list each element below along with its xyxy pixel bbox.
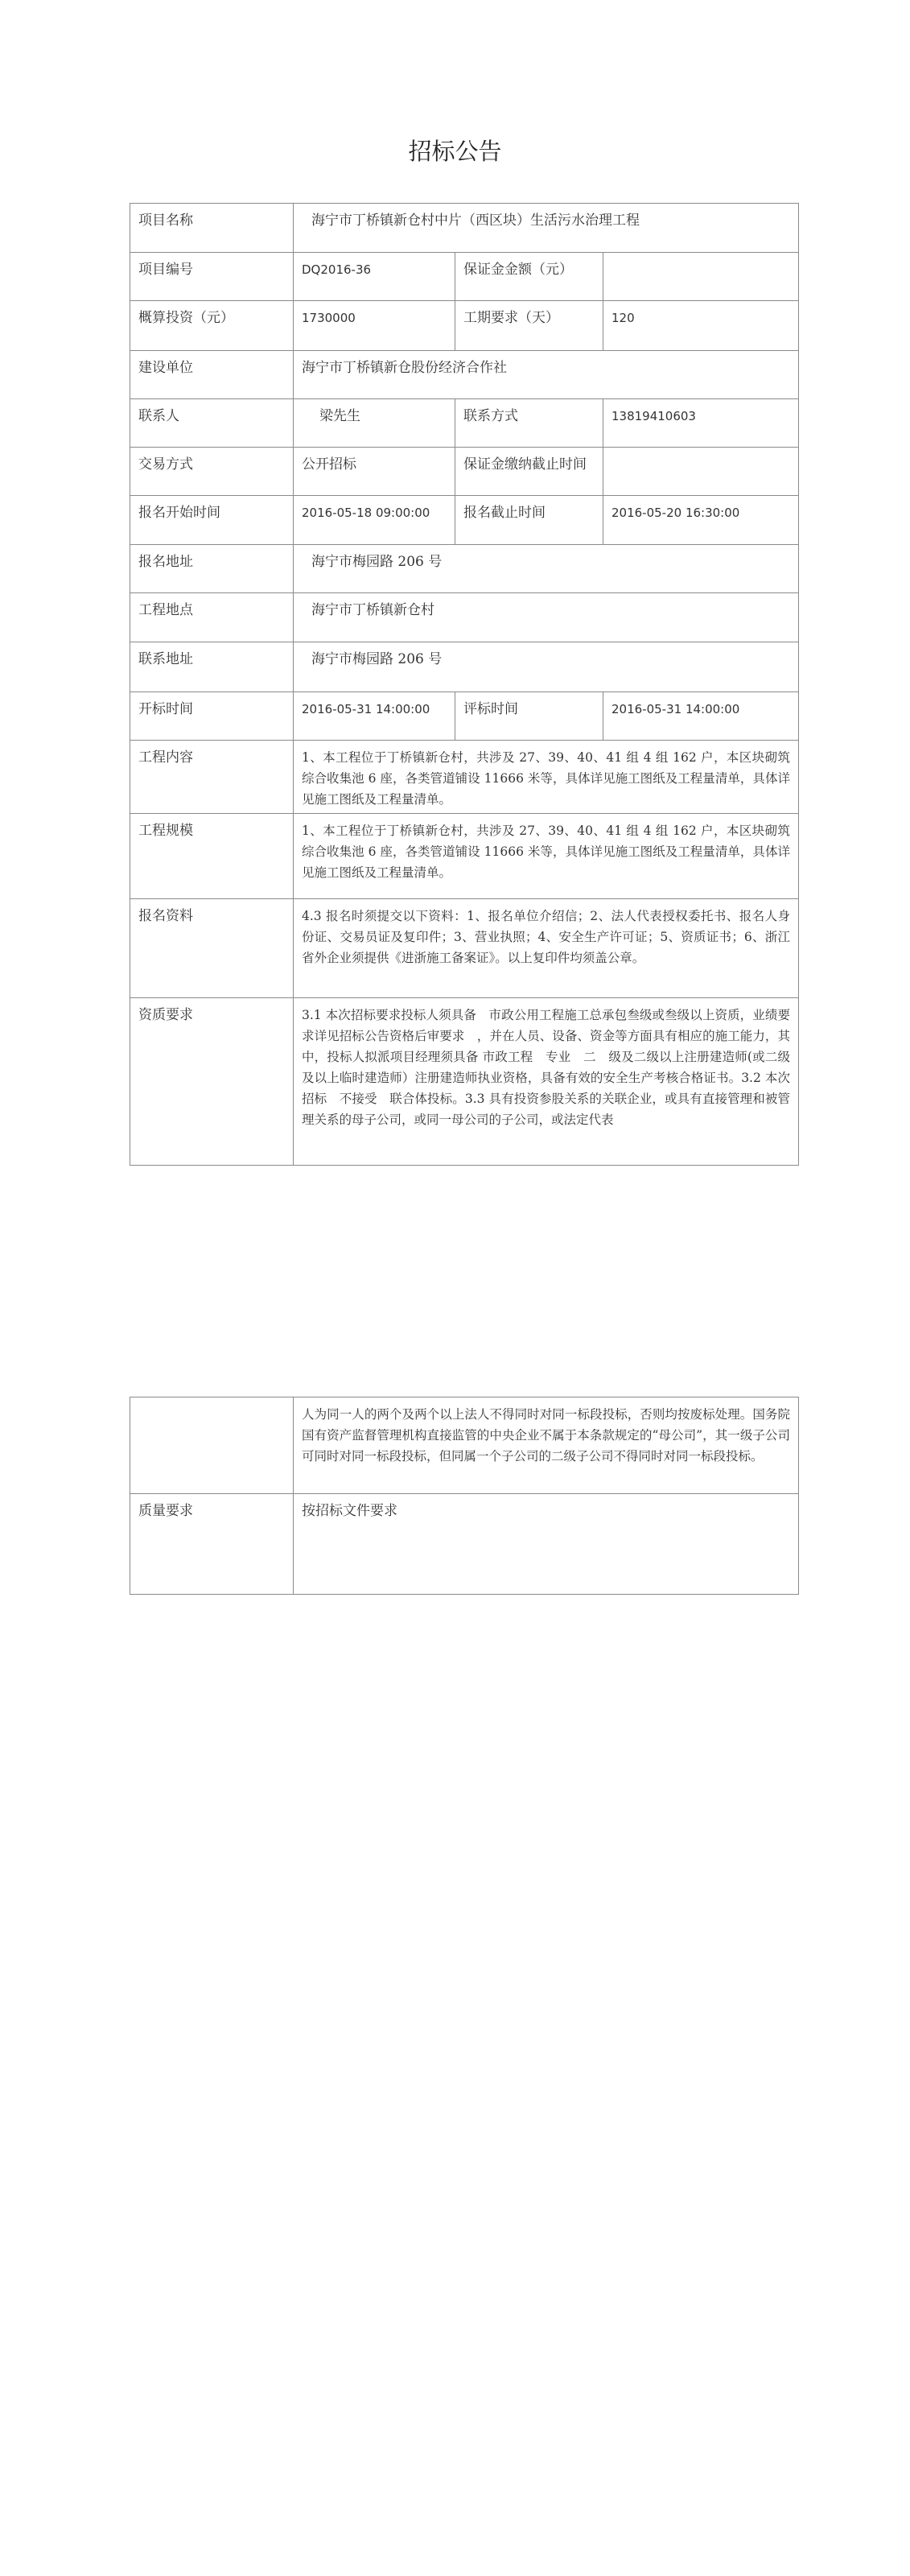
label-contact-method: 联系方式 xyxy=(455,399,603,448)
value-deposit-amount xyxy=(603,253,799,301)
row-budget xyxy=(130,301,799,351)
label-deposit-deadline: 保证金缴纳截止时间 xyxy=(455,448,603,496)
row-project-no xyxy=(130,253,799,301)
row-open-time xyxy=(130,692,799,741)
row-site xyxy=(130,593,799,642)
tender-info-table xyxy=(130,203,799,1166)
value-project-no: DQ2016-36 xyxy=(294,253,455,301)
label-scale: 工程规模 xyxy=(130,814,294,899)
row-qualification-continued xyxy=(130,1397,799,1494)
label-contact-addr: 联系地址 xyxy=(130,642,294,692)
value-materials: 4.3 报名时须提交以下资料：1、报名单位介绍信；2、法人代表授权委托书、报名人身份证、交易员证及复印件；3、营业执照；4、安全生产许可证；5、资质证书；6、浙江省外企业须提供《进浙施工备案证》。以上复印件均须盖公章。 xyxy=(294,899,799,998)
label-content: 工程内容 xyxy=(130,741,294,814)
value-trade: 公开招标 xyxy=(294,448,455,496)
value-contact: 梁先生 xyxy=(294,399,455,448)
label-qualification: 资质要求 xyxy=(130,998,294,1166)
value-qualification-continued: 人为同一人的两个及两个以上法人不得同时对同一标段投标，否则均按废标处理。国务院国有资产监督管理机构直接监管的中央企业不属于本条款规定的“母公司”，其一级子公司可同时对同一标段投标，但同属一个子公司的二级子公司不得同时对同一标段投标。 xyxy=(294,1397,799,1494)
value-quality: 按招标文件要求 xyxy=(294,1494,799,1595)
tender-info-table-continued xyxy=(130,1397,799,1595)
row-materials xyxy=(130,899,799,998)
label-project-name: 项目名称 xyxy=(130,204,294,253)
value-reg-addr: 海宁市梅园路 206 号 xyxy=(294,545,799,593)
label-eval-time: 评标时间 xyxy=(455,692,603,741)
label-quality: 质量要求 xyxy=(130,1494,294,1595)
row-contact-addr xyxy=(130,642,799,692)
row-builder xyxy=(130,351,799,399)
row-qualification xyxy=(130,998,799,1166)
row-trade xyxy=(130,448,799,496)
value-contact-method: 13819410603 xyxy=(603,399,799,448)
value-deposit-deadline xyxy=(603,448,799,496)
value-content: 1、本工程位于丁桥镇新仓村，共涉及 27、39、40、41 组 4 组 162 户，本区块砌筑综合收集池 6 座，各类管道铺设 11666 米等，具体详见施工图纸及工程量清单，具体详见施工图纸及工程量清单。 xyxy=(294,741,799,814)
row-quality xyxy=(130,1494,799,1595)
value-contact-addr: 海宁市梅园路 206 号 xyxy=(294,642,799,692)
row-reg-addr xyxy=(130,545,799,593)
label-open-time: 开标时间 xyxy=(130,692,294,741)
label-trade: 交易方式 xyxy=(130,448,294,496)
label-materials: 报名资料 xyxy=(130,899,294,998)
value-builder: 海宁市丁桥镇新仓股份经济合作社 xyxy=(294,351,799,399)
row-project-name xyxy=(130,204,799,253)
label-reg-addr: 报名地址 xyxy=(130,545,294,593)
value-eval-time: 2016-05-31 14:00:00 xyxy=(603,692,799,741)
label-reg-start: 报名开始时间 xyxy=(130,496,294,545)
row-contact xyxy=(130,399,799,448)
row-reg-time xyxy=(130,496,799,545)
value-site: 海宁市丁桥镇新仓村 xyxy=(294,593,799,642)
label-contact: 联系人 xyxy=(130,399,294,448)
value-qualification: 3.1 本次招标要求投标人须具备 市政公用工程施工总承包叁级或叁级以上资质，业绩要求详见招标公告资格后审要求 ，并在人员、设备、资金等方面具有相应的施工能力，其中，投标人拟派项目经理须具备 市政工程 专业 二 级及二级以上注册建造师(或二级及以上临时建造师）注册建造师执业资格，具备有效的安全生产考核合格证书。3.2 本次招标 不接受 联合体投标。3.3 具有投资参股关系的关联企业，或具有直接管理和被管理关系的母子公司，或同一母公司的子公司，或法定代表 xyxy=(294,998,799,1166)
row-content xyxy=(130,741,799,814)
value-project-name: 海宁市丁桥镇新仓村中片（西区块）生活污水治理工程 xyxy=(294,204,799,253)
row-scale xyxy=(130,814,799,899)
label-reg-end: 报名截止时间 xyxy=(455,496,603,545)
label-duration: 工期要求（天） xyxy=(455,301,603,351)
value-reg-end: 2016-05-20 16:30:00 xyxy=(603,496,799,545)
label-site: 工程地点 xyxy=(130,593,294,642)
value-duration: 120 xyxy=(603,301,799,351)
value-open-time: 2016-05-31 14:00:00 xyxy=(294,692,455,741)
label-project-no: 项目编号 xyxy=(130,253,294,301)
label-budget: 概算投资（元） xyxy=(130,301,294,351)
value-budget: 1730000 xyxy=(294,301,455,351)
document-title: 招标公告 xyxy=(408,138,502,165)
label-qualification-continued xyxy=(130,1397,294,1494)
value-scale: 1、本工程位于丁桥镇新仓村，共涉及 27、39、40、41 组 4 组 162 户，本区块砌筑综合收集池 6 座，各类管道铺设 11666 米等，具体详见施工图纸及工程量清单，具体详见施工图纸及工程量清单。 xyxy=(294,814,799,899)
value-reg-start: 2016-05-18 09:00:00 xyxy=(294,496,455,545)
label-deposit-amount: 保证金金额（元） xyxy=(455,253,603,301)
label-builder: 建设单位 xyxy=(130,351,294,399)
